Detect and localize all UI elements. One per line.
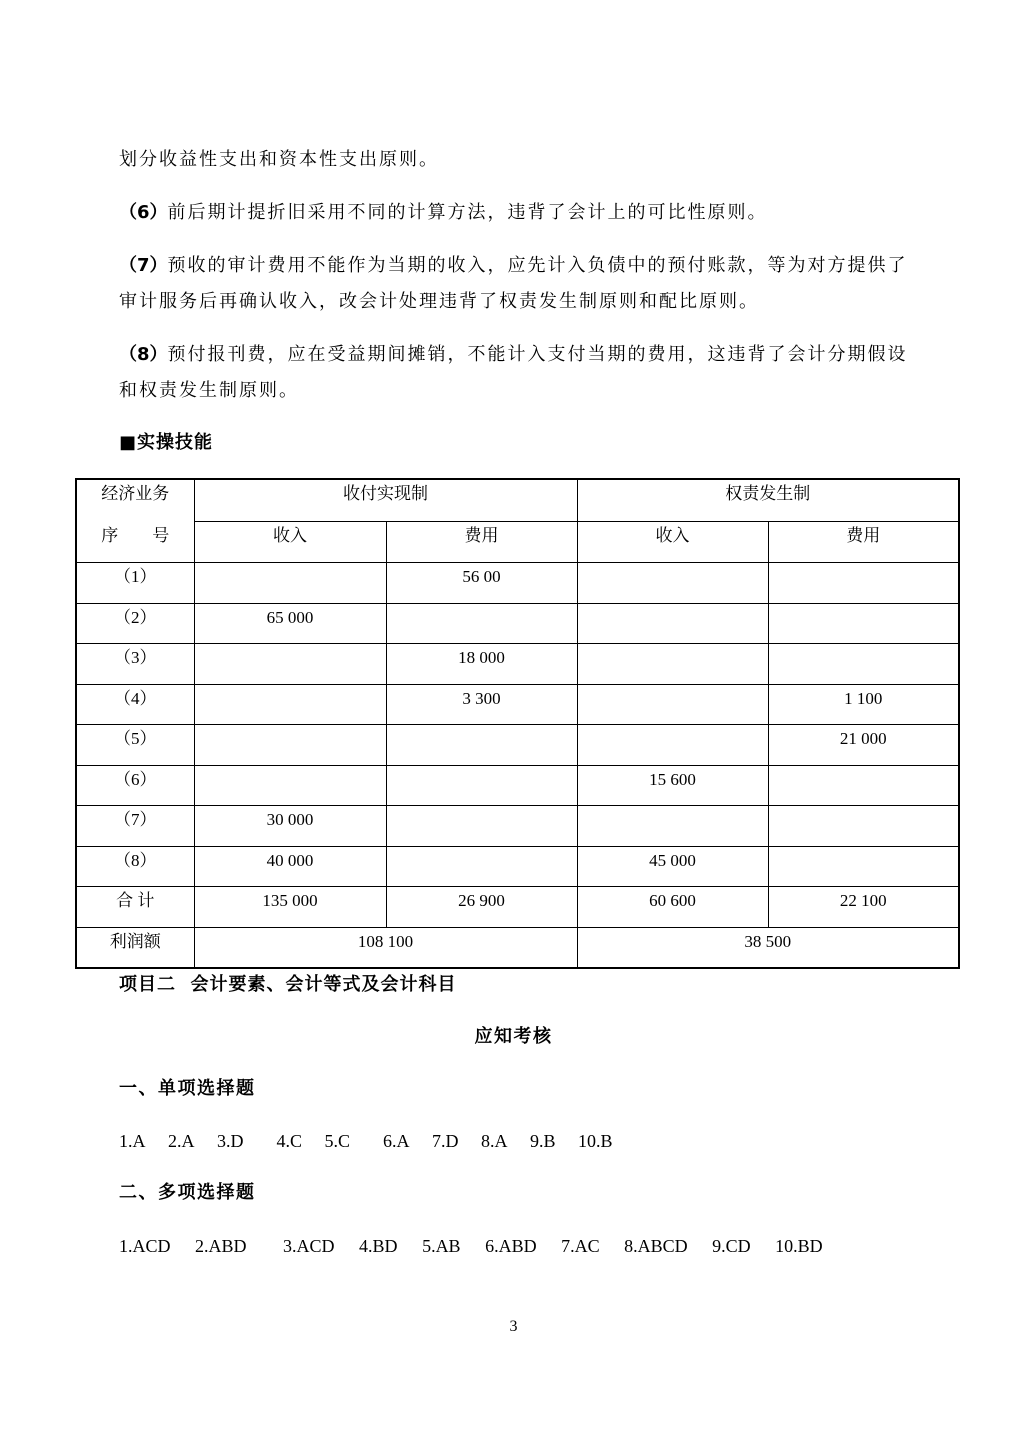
answer-item: 6.ABD: [485, 1236, 537, 1256]
accrual-basis-expense-cell: [768, 846, 959, 887]
cash-basis-income-cell: [194, 725, 386, 766]
answer-item: 6.A: [383, 1131, 410, 1151]
cash-basis-expense-cell: [386, 603, 577, 644]
paragraph-continuation: [119, 142, 439, 178]
answer-item: 7.D: [432, 1131, 459, 1151]
accrual-basis-income-cell: [577, 644, 768, 685]
accrual-basis-expense-cell: [768, 806, 959, 847]
answer-item: 5.AB: [422, 1236, 461, 1256]
row-label-cell: 合 计: [76, 887, 194, 928]
answer-item: 2.ABD: [195, 1236, 247, 1256]
paragraph-marker: （8）: [119, 344, 168, 365]
table-row: [76, 563, 959, 604]
answer-item: 1.A: [119, 1131, 146, 1151]
accrual-basis-income-cell: [577, 684, 768, 725]
header-row-subcolumns: [76, 522, 959, 563]
subcolumn-header-cash-income: 收入: [194, 522, 386, 563]
row-label-header-bottom: 序 号: [101, 526, 170, 545]
cash-basis-income-cell: [194, 765, 386, 806]
table-row: [76, 684, 959, 725]
row-label-cell: （4）: [76, 684, 194, 725]
accounting-basis-table: [75, 478, 960, 969]
multiple-choice-answers: [119, 1228, 823, 1264]
section-subheading: 应知考核: [474, 1026, 553, 1047]
table-row: [76, 725, 959, 766]
accrual-basis-expense-cell: [768, 563, 959, 604]
answer-item: 2.A: [168, 1131, 195, 1151]
paragraph-line: 和权责发生制原则。: [119, 380, 299, 401]
cash-basis-income-cell: [194, 563, 386, 604]
table-row: [76, 846, 959, 887]
paragraph-6: [119, 195, 768, 231]
accrual-basis-income-cell: 60 600: [577, 887, 768, 928]
cash-basis-income-cell: [194, 644, 386, 685]
paragraph-line: [119, 195, 768, 231]
answer-item: 4.BD: [359, 1236, 398, 1256]
cash-basis-income-cell: 40 000: [194, 846, 386, 887]
row-label-cell: （6）: [76, 765, 194, 806]
accrual-basis-income-cell: [577, 806, 768, 847]
practical-skills-heading: ■实操技能: [119, 432, 214, 453]
cash-basis-expense-cell: [386, 725, 577, 766]
subcolumn-header-accrual-income: 收入: [577, 522, 768, 563]
cash-basis-profit-cell: 108 100: [194, 927, 577, 968]
header-row-groups: [76, 479, 959, 522]
row-label-header: [76, 479, 194, 563]
paragraph-text: 预收的审计费用不能作为当期的收入，应先计入负债中的预付账款，等为对方提供了: [167, 255, 908, 276]
accrual-basis-profit-cell: 38 500: [577, 927, 959, 968]
paragraph-8: [119, 337, 908, 409]
cash-basis-income-cell: [194, 684, 386, 725]
answer-item: 9.CD: [712, 1236, 751, 1256]
profit-label-cell: 利润额: [76, 927, 194, 968]
cash-basis-income-cell: 135 000: [194, 887, 386, 928]
accrual-basis-expense-cell: [768, 765, 959, 806]
table-row: [76, 765, 959, 806]
row-label-cell: （5）: [76, 725, 194, 766]
cash-basis-expense-cell: 56 00: [386, 563, 577, 604]
paragraph-line: [119, 337, 908, 373]
answer-item: 8.ABCD: [624, 1236, 688, 1256]
single-choice-title: 一、单项选择题: [119, 1078, 256, 1099]
accrual-basis-expense-cell: [768, 644, 959, 685]
row-label-cell: （3）: [76, 644, 194, 685]
cash-basis-expense-cell: [386, 806, 577, 847]
table-row-total: [76, 887, 959, 928]
answer-item: 7.AC: [561, 1236, 600, 1256]
accrual-basis-income-cell: [577, 563, 768, 604]
cash-basis-expense-cell: [386, 846, 577, 887]
accrual-basis-expense-cell: 21 000: [768, 725, 959, 766]
table-row: [76, 806, 959, 847]
table-row: [76, 644, 959, 685]
accrual-basis-expense-cell: [768, 603, 959, 644]
accrual-basis-income-cell: [577, 725, 768, 766]
row-label-cell: （8）: [76, 846, 194, 887]
accrual-basis-expense-cell: 22 100: [768, 887, 959, 928]
cash-basis-expense-cell: 18 000: [386, 644, 577, 685]
subcolumn-header-cash-expense: 费用: [386, 522, 577, 563]
answer-item: 10.BD: [775, 1236, 823, 1256]
cash-basis-expense-cell: [386, 765, 577, 806]
group-header-accrual-basis: 权责发生制: [577, 479, 959, 522]
paragraph-marker: （6）: [119, 202, 168, 223]
project-title: 项目二 会计要素、会计等式及会计科目: [119, 974, 457, 995]
answer-item: 5.C: [324, 1131, 351, 1151]
multiple-choice-title: 二、多项选择题: [119, 1182, 256, 1203]
accrual-basis-income-cell: 45 000: [577, 846, 768, 887]
answer-item: 4.C: [276, 1131, 303, 1151]
answer-item: 9.B: [530, 1131, 556, 1151]
answer-item: 10.B: [578, 1131, 613, 1151]
row-label-cell: （7）: [76, 806, 194, 847]
cash-basis-income-cell: 65 000: [194, 603, 386, 644]
paragraph-text: 预付报刊费，应在受益期间摊销，不能计入支付当期的费用，这违背了会计分期假设: [167, 344, 908, 365]
paragraph-line: [119, 248, 908, 284]
row-label-cell: （1）: [76, 563, 194, 604]
page-number: 3: [509, 1318, 518, 1335]
accrual-basis-expense-cell: 1 100: [768, 684, 959, 725]
cash-basis-expense-cell: 3 300: [386, 684, 577, 725]
answer-item: 1.ACD: [119, 1236, 171, 1256]
paragraph-line: 划分收益性支出和资本性支出原则。: [119, 149, 439, 170]
table-row: [76, 603, 959, 644]
paragraph-marker: （7）: [119, 255, 168, 276]
cash-basis-income-cell: 30 000: [194, 806, 386, 847]
table-body: [76, 563, 959, 968]
accrual-basis-income-cell: 15 600: [577, 765, 768, 806]
group-header-cash-basis: 收付实现制: [194, 479, 577, 522]
table-row-profit: [76, 927, 959, 968]
answer-item: 3.D: [217, 1131, 244, 1151]
answer-item: 3.ACD: [283, 1236, 335, 1256]
row-label-header-top: 经济业务: [101, 484, 170, 503]
paragraph-text: 前后期计提折旧采用不同的计算方法，违背了会计上的可比性原则。: [167, 202, 768, 223]
table-header: [76, 479, 959, 563]
subcolumn-header-accrual-expense: 费用: [768, 522, 959, 563]
row-label-cell: （2）: [76, 603, 194, 644]
single-choice-answers: [119, 1123, 613, 1159]
paragraph-7: [119, 248, 908, 320]
cash-basis-expense-cell: 26 900: [386, 887, 577, 928]
paragraph-line: 审计服务后再确认收入，改会计处理违背了权责发生制原则和配比原则。: [119, 291, 759, 312]
accrual-basis-income-cell: [577, 603, 768, 644]
answer-item: 8.A: [481, 1131, 508, 1151]
